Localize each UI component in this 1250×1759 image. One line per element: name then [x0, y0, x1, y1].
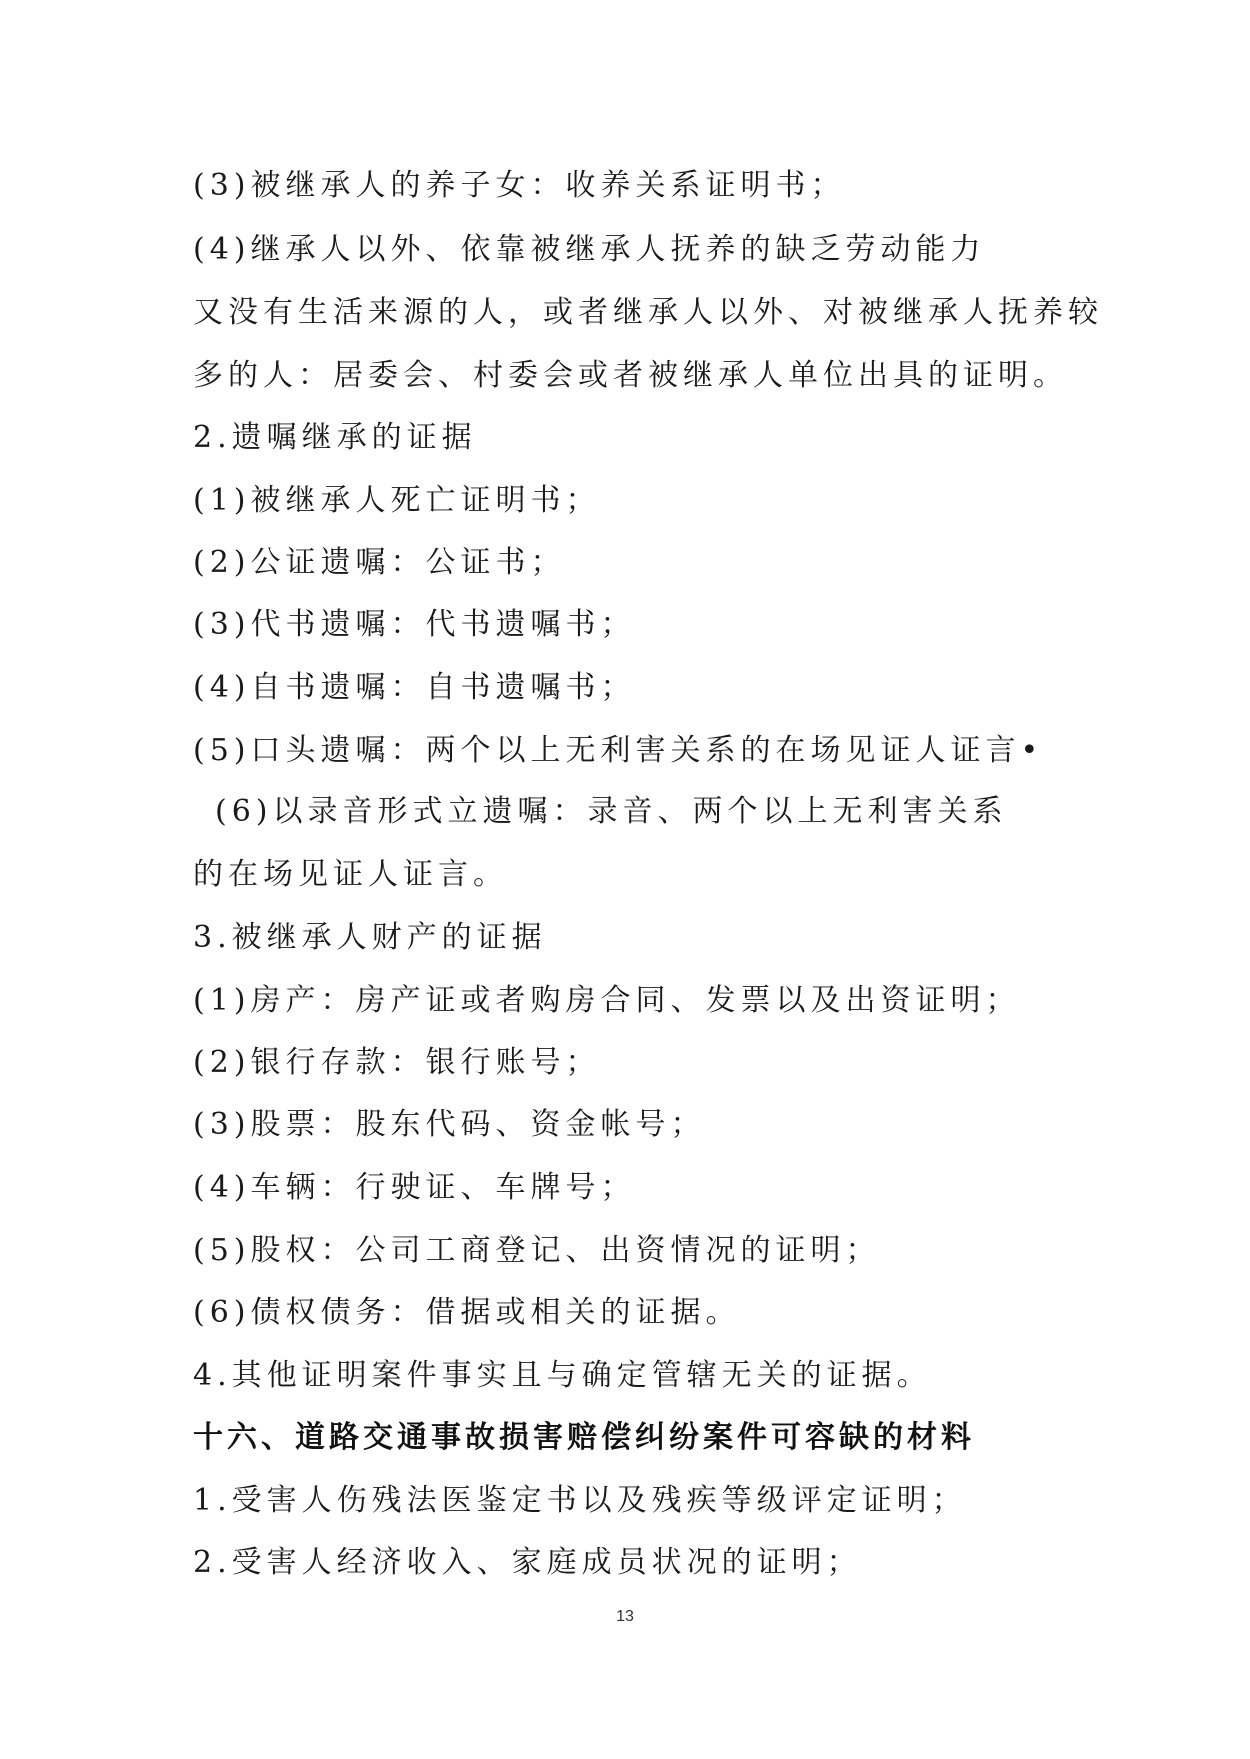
text-line: (4)车辆：行驶证、车牌号；: [193, 1170, 636, 1205]
text-line: (6)以录音形式立遗嘱：录音、两个以上无利害关系: [215, 794, 1008, 829]
text-line: (4)自书遗嘱：自书遗嘱书；: [193, 670, 636, 705]
text-line: (2)公证遗嘱：公证书；: [193, 545, 566, 580]
text-line: (1)被继承人死亡证明书；: [193, 483, 601, 518]
text-line: (3)被继承人的养子女：收养关系证明书；: [193, 168, 846, 203]
text-line: (6)债权债务：借据或相关的证据。: [193, 1295, 741, 1330]
text-line: 4.其他证明案件事实且与确定管辖无关的证据。: [193, 1358, 932, 1393]
text-line: (3)股票：股东代码、资金帐号；: [193, 1107, 706, 1142]
text-line: 又没有生活来源的人，或者继承人以外、对被继承人抚养较: [193, 295, 1103, 330]
text-line: 1.受害人伤残法医鉴定书以及残疾等级评定证明；: [193, 1483, 967, 1518]
text-line: (1)房产：房产证或者购房合同、发票以及出资证明；: [193, 983, 1021, 1018]
text-line: (5)口头遗嘱：两个以上无利害关系的在场见证人证言•: [193, 733, 1044, 768]
text-line: 2.受害人经济收入、家庭成员状况的证明；: [193, 1545, 862, 1580]
section-heading: 3.被继承人财产的证据: [193, 920, 547, 955]
text-line: (2)银行存款：银行账号；: [193, 1045, 601, 1080]
section-heading: 2.遗嘱继承的证据: [193, 420, 477, 455]
text-line: (5)股权：公司工商登记、出资情况的证明；: [193, 1233, 881, 1268]
page-number: 13: [616, 1608, 634, 1625]
text-line: (3)代书遗嘱：代书遗嘱书；: [193, 607, 636, 642]
text-line: (4)继承人以外、依靠被继承人抚养的缺乏劳动能力: [193, 232, 986, 267]
text-line: 多的人：居委会、村委会或者被继承人单位出具的证明。: [193, 358, 1068, 393]
text-line: 的在场见证人证言。: [193, 857, 508, 892]
chapter-heading: 十六、道路交通事故损害赔偿纠纷案件可容缺的材料: [193, 1420, 975, 1455]
